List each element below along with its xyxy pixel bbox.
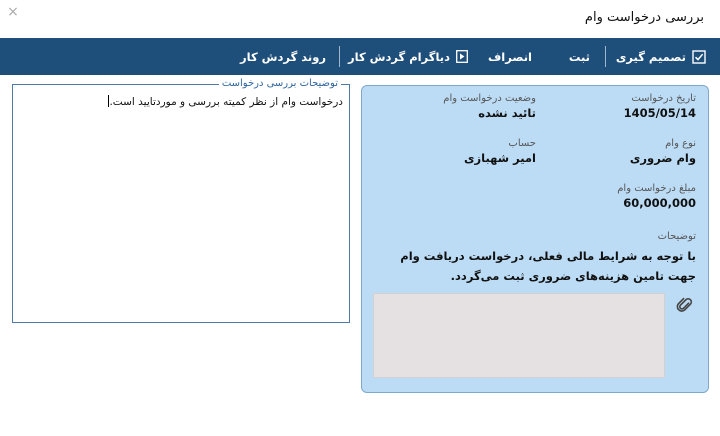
loan-type-field xyxy=(630,138,696,165)
request-date-label: تاریخ درخواست xyxy=(631,93,696,104)
account-field xyxy=(464,138,536,165)
workflow-process-button[interactable] xyxy=(240,38,326,75)
description-label: توضیحات xyxy=(657,231,696,242)
cancel-button[interactable] xyxy=(488,38,532,75)
loan-amount-value: 60,000,000 xyxy=(623,196,696,210)
dialog-title: بررسی درخواست وام xyxy=(584,10,704,25)
submit-button-label: ثبت xyxy=(568,49,590,64)
account-label: حساب xyxy=(508,138,536,149)
play-icon xyxy=(456,50,468,63)
workflow-diagram-button[interactable] xyxy=(348,38,468,75)
review-notes-box[interactable] xyxy=(12,78,350,323)
dialog-titlebar xyxy=(0,0,720,38)
submit-button[interactable] xyxy=(569,38,590,75)
request-status-value: تائید نشده xyxy=(478,106,536,120)
paperclip-icon[interactable] xyxy=(676,296,694,314)
loan-type-label: نوع وام xyxy=(665,138,696,149)
request-date-value: 1405/05/14 xyxy=(623,106,696,120)
toolbar xyxy=(0,38,720,75)
close-icon[interactable]: × xyxy=(7,4,19,20)
workflow-diagram-label: دیاگرام گردش کار xyxy=(348,49,450,64)
decision-button[interactable] xyxy=(616,38,706,75)
attachment-preview[interactable] xyxy=(373,293,665,378)
review-notes-text[interactable] xyxy=(17,95,343,108)
toolbar-separator xyxy=(605,46,606,67)
toolbar-separator xyxy=(339,46,340,67)
workflow-process-label: روند گردش کار xyxy=(240,49,326,64)
loan-amount-field xyxy=(617,183,696,210)
decision-button-label: تصمیم گیری xyxy=(615,49,686,64)
account-value: امیر شهبازی xyxy=(464,151,536,165)
loan-type-value: وام ضروری xyxy=(629,151,696,165)
request-status-field xyxy=(443,93,536,120)
description-value: با توجه به شرایط مالی فعلی، درخواست دریافت وام جهت تامین هزینه‌های ضروری ثبت می‌گردد. xyxy=(400,249,696,283)
review-notes-value: درخواست وام از نظر کمیته بررسی و موردتایید است. xyxy=(109,96,343,108)
review-notes-legend: توضیحات بررسی درخواست xyxy=(219,78,341,89)
request-date-field xyxy=(624,93,696,120)
request-info-card xyxy=(361,85,709,393)
loan-amount-label: مبلغ درخواست وام xyxy=(617,183,696,194)
cancel-button-label: انصراف xyxy=(487,49,532,64)
request-status-label: وضعیت درخواست وام xyxy=(443,93,536,104)
checkbox-icon xyxy=(692,50,706,64)
